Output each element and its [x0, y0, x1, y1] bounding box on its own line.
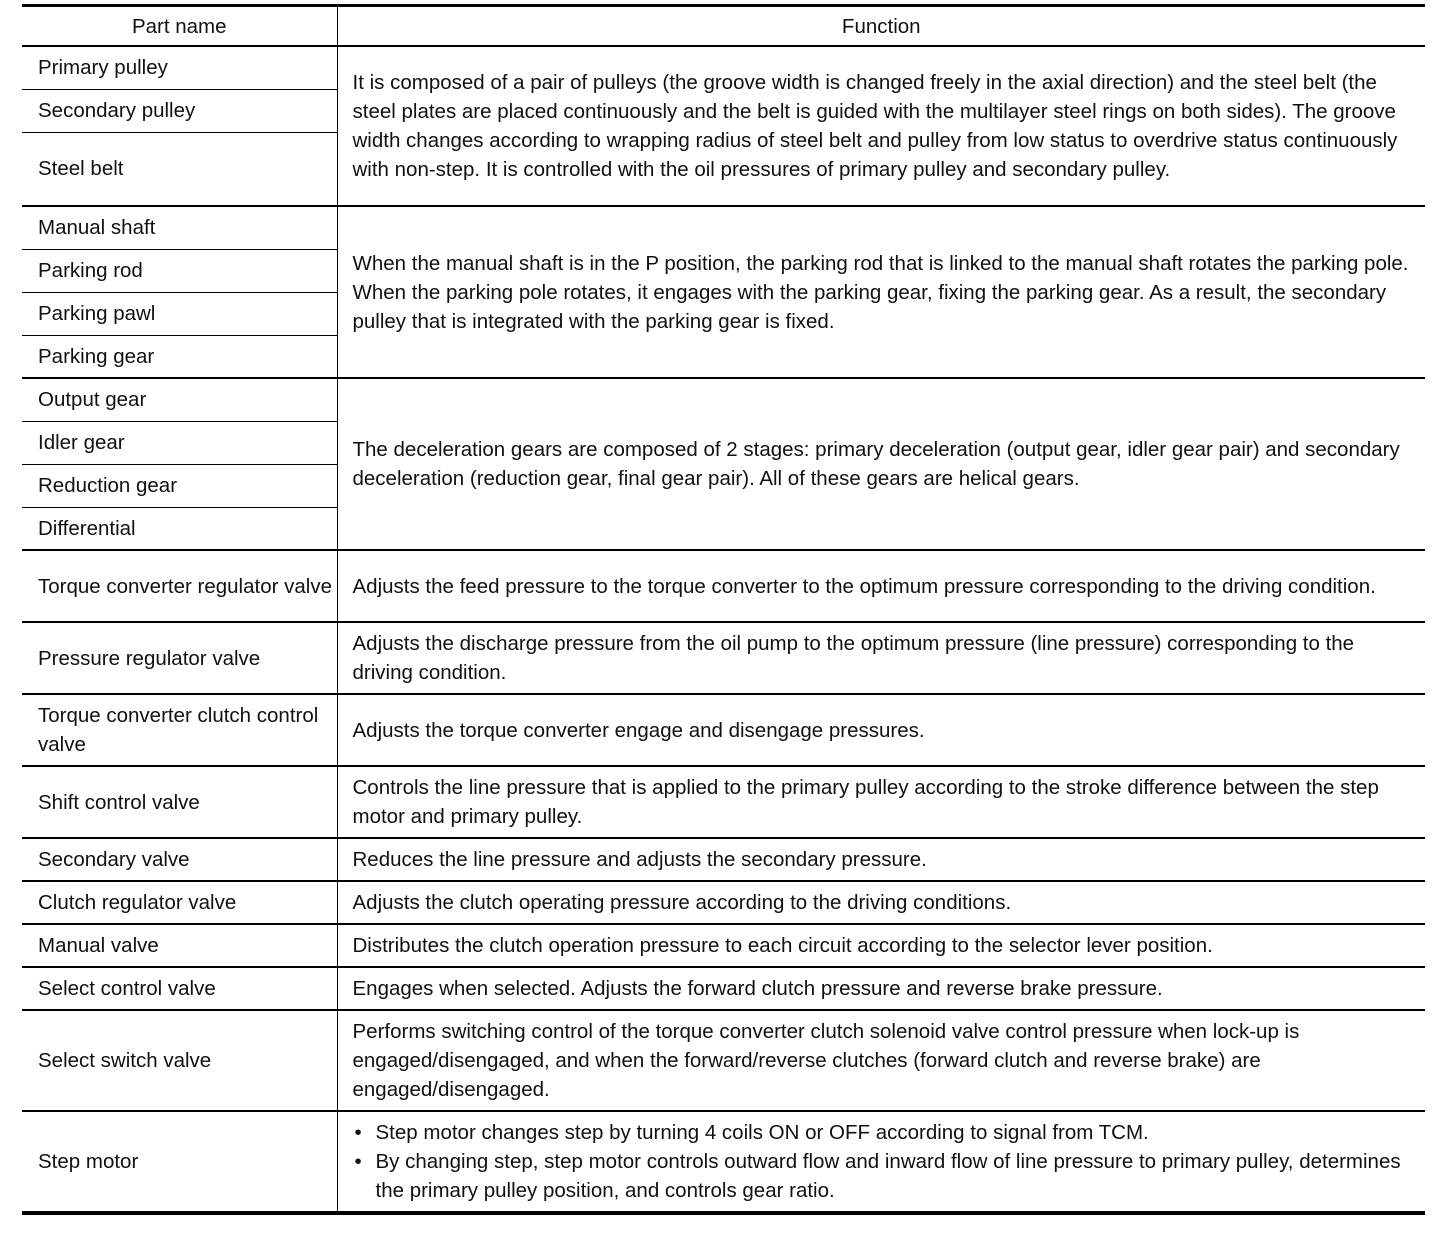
- function-cell: Performs switching control of the torque converter clutch solenoid valve control pressure when lock-up is engaged/disengaged, and when the forward/reverse clutches (forward clutch and reverse brake) are engaged/disengaged.: [337, 1010, 1425, 1111]
- table-row: [22, 924, 1425, 967]
- part-name-cell: Secondary pulley: [22, 89, 337, 132]
- part-name-cell: Differential: [22, 507, 337, 550]
- part-name-cell: Parking pawl: [22, 292, 337, 335]
- function-bullet-list: [353, 1118, 1416, 1205]
- function-cell: Adjusts the discharge pressure from the oil pump to the optimum pressure (line pressure) corresponding to the driving condition.: [337, 622, 1425, 694]
- table-row: [22, 881, 1425, 924]
- function-cell: It is composed of a pair of pulleys (the groove width is changed freely in the axial direction) and the steel belt (the steel plates are placed continuously and the belt is guided with the multilayer steel rings on both sides). The groove width changes according to wrapping radius of steel belt and pulley from low status to overdrive status continuously with non-step. It is controlled with the oil pressures of primary pulley and secondary pulley.: [352, 71, 1398, 181]
- header-part-name: Part name: [22, 6, 337, 47]
- table-row: [22, 967, 1425, 1010]
- function-cell: Reduces the line pressure and adjusts the secondary pressure.: [337, 838, 1425, 881]
- part-name-cell: Idler gear: [22, 421, 337, 464]
- part-name-cell: Manual shaft: [22, 206, 337, 249]
- part-name-cell: Primary pulley: [22, 46, 337, 89]
- table-row: [22, 766, 1425, 838]
- function-cell: Engages when selected. Adjusts the forward clutch pressure and reverse brake pressure.: [337, 967, 1425, 1010]
- part-name-cell: Clutch regulator valve: [22, 881, 337, 924]
- part-name-cell: Step motor: [22, 1111, 337, 1213]
- part-name-cell: Reduction gear: [22, 464, 337, 507]
- function-cell: [337, 1111, 1425, 1213]
- part-name-cell: Select switch valve: [22, 1010, 337, 1111]
- part-name-cell: Parking rod: [22, 249, 337, 292]
- list-item: • Step motor changes step by turning 4 coils ON or OFF according to signal from TCM.: [353, 1118, 1416, 1147]
- function-cell: Adjusts the clutch operating pressure according to the driving conditions.: [337, 881, 1425, 924]
- part-name-cell: Manual valve: [22, 924, 337, 967]
- function-cell: The deceleration gears are composed of 2 stages: primary deceleration (output gear, idler gear pair) and secondary deceleration (reduction gear, final gear pair). All of these gears are helical gears.: [337, 378, 1425, 550]
- part-name-cell: Steel belt: [22, 132, 337, 206]
- part-name-cell: Torque converter regulator valve: [22, 550, 337, 622]
- header-row: [22, 6, 1425, 47]
- table-row: [22, 1111, 1425, 1213]
- table-row: [22, 378, 1425, 421]
- parts-function-table: [22, 4, 1425, 1215]
- part-name-cell: Pressure regulator valve: [22, 622, 337, 694]
- table-row: [22, 46, 1425, 89]
- table-row: [22, 838, 1425, 881]
- function-cell: When the manual shaft is in the P position, the parking rod that is linked to the manual shaft rotates the parking pole. When the parking pole rotates, it engages with the parking gear, fixing the parking gear. As a result, the secondary pulley that is integrated with the parking gear is fixed.: [337, 206, 1425, 378]
- part-name-cell: Secondary valve: [22, 838, 337, 881]
- function-cell: Adjusts the torque converter engage and disengage pressures.: [337, 694, 1425, 766]
- function-cell: Controls the line pressure that is applied to the primary pulley according to the stroke difference between the step motor and primary pulley.: [337, 766, 1425, 838]
- table-row: [22, 694, 1425, 766]
- part-name-cell: Select control valve: [22, 967, 337, 1010]
- table-row: [22, 622, 1425, 694]
- table-row: [22, 206, 1425, 249]
- part-name-cell: Shift control valve: [22, 766, 337, 838]
- table-row: [22, 550, 1425, 622]
- function-cell: Adjusts the feed pressure to the torque converter to the optimum pressure corresponding to the driving condition.: [337, 550, 1425, 622]
- part-name-cell: Parking gear: [22, 335, 337, 378]
- table-row: [22, 1010, 1425, 1111]
- list-item: • By changing step, step motor controls outward flow and inward flow of line pressure to primary pulley, determines the primary pulley position, and controls gear ratio.: [353, 1147, 1416, 1205]
- header-function: Function: [337, 6, 1425, 47]
- part-name-cell: Output gear: [22, 378, 337, 421]
- part-name-cell: Torque converter clutch control valve: [22, 694, 337, 766]
- function-cell: Distributes the clutch operation pressure to each circuit according to the selector lever position.: [337, 924, 1425, 967]
